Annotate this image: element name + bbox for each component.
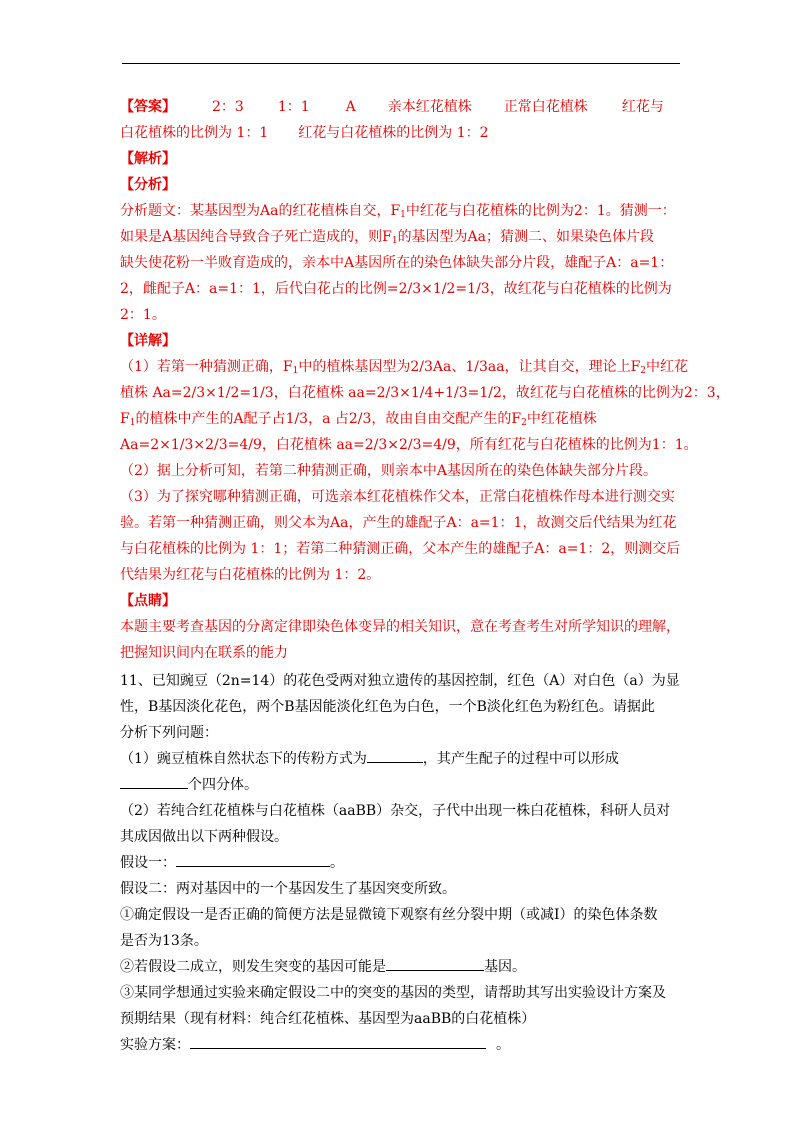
check-3: ③某同学想通过实验来确定假设二中的突变的基因的类型，请帮助其写出实验设计方案及 — [120, 985, 666, 1001]
answer-blank-mutant-gene[interactable] — [386, 956, 484, 971]
question-stem-1: 11、已知豌豆（2n=14）的花色受两对独立遗传的基因控制，红色（A）对白色（a）为显 — [120, 673, 680, 689]
answer-blank-tetrads[interactable] — [120, 774, 188, 789]
answer-item-5: 正常白花植株 — [503, 99, 588, 115]
answer-item-6: 红花与 — [621, 99, 664, 115]
question-11: 11、已知豌豆（2n=14）的花色受两对独立遗传的基因控制，红色（A）对白色（a）为显 性，B基因淡化花色，两个B基因能淡化红色为白色，一个B淡化红色为粉红色。请据此 分析下列问题： （1）豌豆植株自然状态下的传粉方式为 ，其产生配子的过程中可以形成 个四分体。 （2）若纯合红花植株与白花植株（aaBB）杂交，子代中出现一株白花植株，科研人员对 其成因做出以下两种假设。 假设一： 。 假设二：两对基因中的一个基因发生了基因突变所致。 ①确定假设一是否正确的简便方法是显微镜下观察有丝分裂中期（或减Ⅰ）的染色体条数 是否为13条。 ②若假设二成立，则发生突变的基因可能是 基因。 ③某同学想通过实验来确定假设二中的突变的基因的类型，请帮助其写出实验设计方案及 预期结果（现有材料：纯合红花植株、基因型为aaBB的白花植株） 实验方案： 。 — [120, 668, 685, 1058]
answer-line-1 — [120, 94, 685, 120]
fenxi-tag: 【分析】 — [120, 177, 176, 193]
dianjing-paragraph: 本题主要考查基因的分离定律即染色体变异的相关知识，意在考查考生对所学知识的理解， 把握知识间内在联系的能力 — [120, 619, 680, 661]
document-body — [120, 94, 730, 1058]
answer-item-3: A — [345, 99, 356, 115]
question-stem-2: 性，B基因淡化花色，两个B基因能淡化红色为白色，一个B淡化红色为粉红色。请据此 — [120, 699, 655, 715]
check-2: ②若假设二成立，则发生突变的基因可能是 基因。 — [120, 954, 685, 980]
check-1: ①确定假设一是否正确的简便方法是显微镜下观察有丝分裂中期（或减Ⅰ）的染色体条数 — [120, 907, 658, 923]
answer-line-2 — [120, 120, 685, 146]
subquestion-2: （2）若纯合红花植株与白花植株（aaBB）杂交，子代中出现一株白花植株，科研人员对 — [120, 803, 671, 819]
header-rule — [122, 63, 680, 64]
answer-item-4: 亲本红花植株 — [387, 99, 472, 115]
experiment-plan: 实验方案： 。 — [120, 1032, 685, 1058]
answer-item-6-cont: 白花植株的比例为 1：1 — [120, 125, 269, 141]
answer-blank-hypothesis-1[interactable] — [176, 852, 330, 867]
question-stem-3: 分析下列问题： — [120, 725, 218, 741]
subquestion-1-cont: 个四分体。 — [120, 772, 685, 798]
fenxi-paragraph: 分析题文：某基因型为Aa的红花植株自交，$F_1$中红花与白花植株的比例为2：1。猜测一： 如果是A基因纯合导致合子死亡造成的，则$F_1$的基因型为Aa；猜测二、如果染色体片段 缺失使花粉一半败育造成的，亲本中A基因所在的染色体缺失部分片段，雄配子A：a=1： 2，雌配子A：a=1：1，后代白花占的比例=2/3×1/2=1/3，故红花与白花植株的比例为 2：1。 — [120, 203, 676, 323]
xiangjie-tag: 【详解】 — [120, 333, 176, 349]
answer-item-2: 1：1 — [277, 99, 310, 115]
xiangjie-paragraph: （1）若第一种猜测正确，$F_1$中的植株基因型为2/3Aa、1/3aa，让其自交，理论上$F_2$中红花 植株 Aa=2/3×1/2=1/3，白花植株 aa=2/3×1/4+1/3=1/2，故红花与白花植株的比例为2：3， $F_1$的植株中产生的A配子占1/3，a 占2/3，故由自由交配产生的$F_2$中红花植株 Aa=2×1/3×2/3=4/9，白花植株 aa=2/3×2/3=4/9，所有红花与白花植株的比例为1：1。 （2）据上分析可知，若第二种猜测正确，则亲本中A基因所在的染色体缺失部分片段。 （3）为了探究哪种猜测正确，可选亲本红花植株作父本，正常白花植株作母本进行测交实 验。若第一种猜测正确，则父本为Aa，产生的雄配子A：a=1：1，故测交后代结果为红花 与白花植株的比例为 1：1；若第二种猜测正确，父本产生的雄配子A：a=1：2，则测交后 代结果为红花与白花植株的比例为 1：2。 — [120, 359, 730, 583]
answer-blank-pollination[interactable] — [367, 748, 423, 763]
dianjing-tag: 【点睛】 — [120, 593, 176, 609]
hypothesis-2: 假设二：两对基因中的一个基因发生了基因突变所致。 — [120, 881, 456, 897]
analysis-tag: 【解析】 — [120, 151, 176, 167]
answer-item-1: 2：3 — [212, 99, 244, 115]
hypothesis-1: 假设一： 。 — [120, 850, 685, 876]
answer-item-7: 红花与白花植株的比例为 1：2 — [298, 125, 489, 141]
answer-tag: 【答案】 — [120, 99, 176, 115]
answer-blank-plan[interactable] — [190, 1034, 486, 1049]
subquestion-1: （1）豌豆植株自然状态下的传粉方式为 ，其产生配子的过程中可以形成 — [120, 746, 685, 772]
